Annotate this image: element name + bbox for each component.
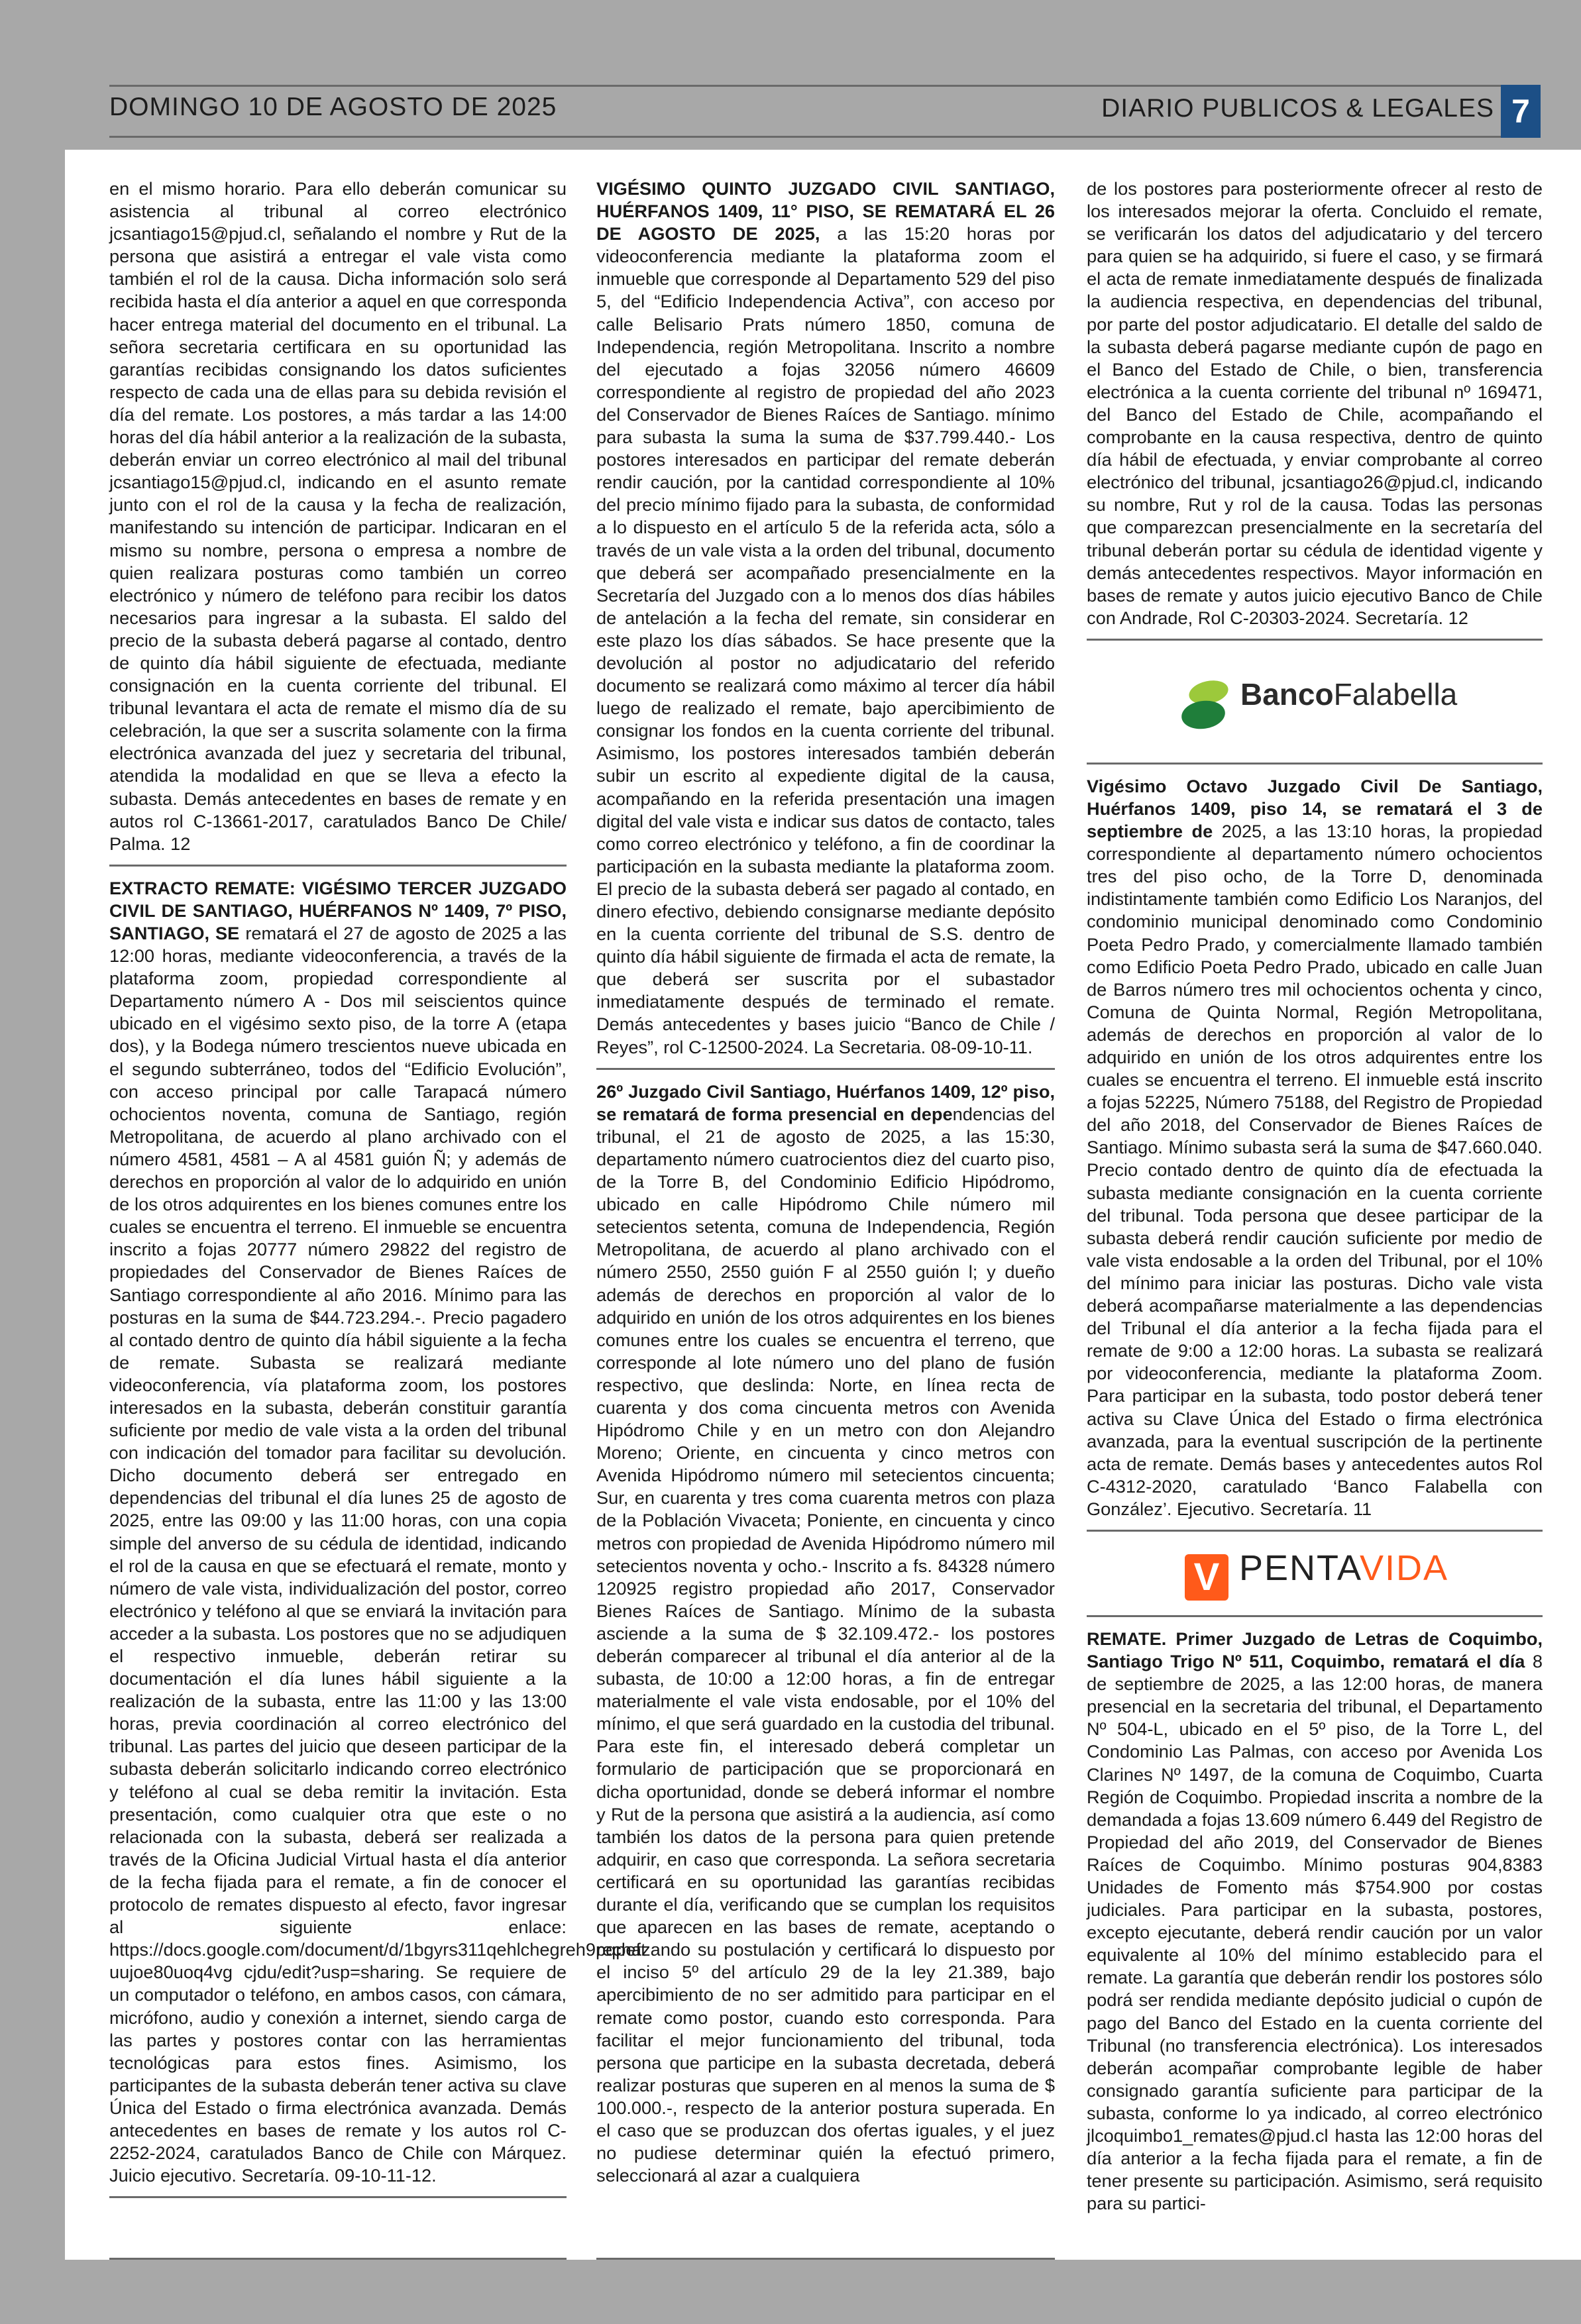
notice-divider (109, 2196, 567, 2198)
notice-heading: EXTRACTO REMATE: VIGÉSIMO TERCER JUZGADO CIVIL DE SANTIAGO, HUÉRFANOS Nº 1409, 7º PISO, SANTIAGO, SE (109, 877, 567, 943)
notice-body: rematará el 27 de agosto de 2025 a las 12:00 horas, mediante videoconferencia, a través de la plataforma zoom, propiedad correspondiente al Departamento número A - Dos mil seiscientos quince ubicado en el vigésimo sexto piso, de la torre A (etapa dos), y la Bodega número trescientos nueve ubicada en el segundo subterráneo, todos del “Edificio Evolución”, con acceso principal por calle Tarapacá número ochocientos noventa, comuna de Santiago, región Metropolitana, de acuerdo al plano archivado con el número 4581, 4581 – A al 4581 guión Ñ; y además de derechos en proporción al valor de lo adquirido en unión de los otros adquirentes en los bienes comunes entre los cuales se encuentra el terreno. El inmueble se encuentra inscrito a fojas 20777 número 29822 del registro de propiedades del Conservador de Bienes Raíces de Santiago correspondiente al año 2016. Mínimo para las posturas en la suma de $44.723.294.-. Precio pagadero al contado dentro de quinto día hábil siguiente a la fecha de remate. Subasta se realizará mediante videoconferencia, vía plataforma zoom, los postores interesados en la subasta, deberán constituir garantía suficiente por medio de vale vista a la orden del tribunal con indicación del tomador para facilitar su devolución. Dicho documento deberá ser entregado en dependencias del tribunal el día lunes 25 de agosto de 2025, entre las 09:00 y las 11:00 horas, con una copia simple del anverso de su cédula de identidad, indicando el rol de la causa en que se efectuará el remate, monto y número de vale vista, individualización del postor, correo electrónico y teléfono al que se enviará la invitación para acceder a la subasta. Los postores que no se adjudiquen el respectivo inmueble, deberán retirar su documentación el día lunes hábil siguiente a la realización de la subasta, entre las 11:00 y las 13:00 horas, previa coordinación al correo electrónico del tribunal. Las partes del juicio que deseen participar de la subasta deberán solicitarlo indicando correo electrónico y teléfono al cual se deba remitir la invitación. Esta presentación, como cualquier otra que este o no relacionada con la subasta, deberá ser realizada a través de la Oficina Judicial Virtual hasta el día anterior de la fecha fijada para el remate, a fin de conocer el protocolo de remates dispuesto al efecto, favor ingresar al siguiente enlace: https://docs.google.com/document/d/1bgyrs311qehlchegreh9pqpeft uujoe80uoq4vg cjdu/edit?usp=sharing. Se requiere de un computador o teléfono, en ambos casos, con cámara, micrófono, audio y conexión a internet, siendo carga de las partes y postores contar con las herramientas tecnológicas para estos fines. Asimismo, los participantes de la subasta deberán tener activa su clave Única del Estado o firma electrónica avanzada. Demás antecedentes en bases de remate y los autos rol C-2252-2024, caratulados Banco de Chile con Márquez. Juicio ejecutivo. Secretaría. 09-10-11-12. (109, 923, 646, 2186)
notice-divider (1087, 763, 1543, 765)
notice-heading: 26º Juzgado Civil Santiago, Huérfanos 1409, 12º piso, se rematará de forma presencial en depe (596, 1081, 1055, 1124)
page-number-badge: 7 (1501, 85, 1541, 138)
notice-26-juzgado (596, 1081, 1055, 2188)
notice-primer-juzgado-coquimbo (1087, 1628, 1543, 2215)
notice-heading: Vigésimo Octavo Juzgado Civil De Santiago, Huérfanos 1409, piso 14, se rematará el 3 de septiembre de (1087, 775, 1543, 842)
notice-body: ndencias del tribunal, el 21 de agosto de 2025, a las 15:30, departamento número cuatrocientos diez del cuarto piso, de la Torre B, del Condominio Edificio Hipódromo, ubicado en calle Hipódromo Chile número mil setecientos setenta, comuna de Independencia, Región Metropolitana, de acuerdo al plano archivado con el número 2550, 2550 guión F al 2550 guión l; y dueño además de derechos en proporción al valor de lo adquirido en unión de los otros adquirentes en los bienes comunes entre los cuales se encuentra el terreno, que corresponde al lote número uno del plano de fusión respectivo, que deslinda: Norte, en línea recta de cuarenta y dos coma cincuenta metros con Avenida Hipódromo Chile y en un metro con don Alejandro Moreno; Oriente, en cincuenta y cinco metros con Avenida Hipódromo númerο mil setecientos cincuenta; Sur, en cuarenta y tres coma cuarenta metros con plaza de la Población Vivaceta; Poniente, en cincuenta y cinco metros con propiedad de Avenida Hipódromo número mil setecientos noventa y ocho.- Inscrito a fs. 84328 número 120925 registro propiedad año 2017, Conservador Bienes Raíces de Santiago. Mínimo de la subasta asciende a la suma de $ 32.109.472.- los postores deberán comparecer al tribunal el día anterior al de la subasta, de 10:00 a 12:00 horas, a fin de entregar materialmente el vale vista endosable, por el 10% del mínimo, el que será guardado en la custodia del tribunal. Para este fin, el interesado deberá completar un formulario de participación que se proporcionará en dicha oportunidad, donde se deberá informar el nombre y Rut de la persona que asistirá a la audiencia, así como también los datos de la persona para quien pretende adquirir, en caso que corresponda. La señora secretaria certificará en su oportunidad las garantías recibidas durante el día, verificando que se cumplan los requisitos que aparecen en las bases de remate, aceptando o rechazando su postulación y certificará lo dispuesto por el inciso 5º del artículo 29 de la ley 21.389, bajo apercibimiento de no ser admitido para participar en el remate como postor, cuando esto corresponda. Para facilitar el mejor funcionamiento del tribunal, toda persona que participe en la subasta decretada, deberá realizar posturas que superen en al menos la suma de $ 100.000.-, respecto de la anterior postura superada. En el caso que se produzcan dos ofertas iguales, y el juez no pudiese determinar quién la efectuó primero, seleccionará al azar a cualquiera (596, 1103, 1055, 2186)
notice-body: a las 15:20 horas por videoconferencia mediante la plataforma zoom el inmueble que corresponde al Departamento 529 del piso 5, del “Edificio Independencia Activa”, con acceso por calle Belisario Prats número 1850, comuna de Independencia, región Metropolitana. Inscrito a nombre del ejecutado a fojas 32056 número 46609 correspondiente al registro de propiedad del año 2023 del Conservador de Bienes Raíces de Santiago. mínimo para subasta la suma la suma de $37.799.440.- Los postores interesados en participar del remate deberán rendir caución, por la cantidad correspondiente al 10% del precio mínimo fijado para la subasta, de conformidad a lo dispuesto en el artículo 5 de la referida acta, sólo a través de un vale vista a la orden del tribunal, documento que deberá ser acompañado presencialmente en la Secretaría del Juzgado con a lo menos dos días hábiles de antelación a la fecha del remate, sin considerar en este plazo los días sábados. Se hace presente que la devolución al postor no adjudicatario del referido documento se realizará como máximo al tercer día hábil luego de realizado el remate, bajo apercibimiento de consignar los fondos en la cuenta corriente del tribunal. Asimismo, los postores interesados también deberán subir un escrito al expediente digital de la causa, acompañando en la referida presentación una imagen digital del vale vista e indicar sus datos de contacto, tales como correo electrónico y teléfono, a fin de coordinar la participación en la subasta mediante la plataforma zoom. El precio de la subasta deberá ser pagado al contado, en dinero efectivo, debiendo consignarse mediante depósito en la cuenta corriente del tribunal de S.S. dentro de quinto día hábil siguiente de firmada el acta de remate, la que deberá ser suscrita por el subastador inmediatamente después de terminado el remate. Demás antecedentes y bases juicio “Banco de Chile / Reyes”, rol C-12500-2024. La Secretaria. 08-09-10-11. (596, 223, 1055, 1057)
penta-v-icon: V (1185, 1554, 1228, 1601)
notice-vigesimo-octavo-juzgado (1087, 775, 1543, 1520)
footer-rule-col2 (596, 2258, 1055, 2260)
logo-text-penta: PENTA (1239, 1548, 1360, 1588)
header-top-rule (109, 85, 1501, 87)
banco-falabella-logo (1087, 651, 1543, 763)
falabella-leaf-icon (1179, 675, 1232, 733)
notice-vigesimo-quinto-juzgado (596, 178, 1055, 1059)
header-bottom-rule (109, 136, 1501, 138)
header-newspaper-name: DIARIO PUBLICOS & LEGALES (1101, 94, 1494, 123)
notice-body: 2025, a las 13:10 horas, la propiedad correspondiente al departamento número ochocientos tres del piso ocho, de la Torre D, denominada indistintamente también como Edificio Los Naranjos, del condominio municipal denominado como Condominio Poeta Pedro Prado, y comercialmente llamado también como Edificio Poeta Pedro Prado, ubicado en calle Juan de Barros número tres mil ochocientos ochenta y cinco, Comuna de Quinta Normal, Región Metropolitana, además de derechos en proporción al valor de lo adquirido en unión de los otros adquirentes entre los cuales se encuentra el terreno. El inmueble está inscrito a fojas 52225, Número 75188, del Registro de Propiedad del año 2018, del Conservador de Bienes Raíces de Santiago. Mínimo subasta será la suma de $47.660.040. Precio contado dentro de quinto día de efectuada la subasta mediante consignación en la cuenta corriente del tribunal. Toda persona que desee participar de la subasta deberá rendir caución suficiente por medio de vale vista endosable a la orden del Tribunal, por el 10% del mínimo para iniciar las posturas. Dicho vale vista deberá acompañarse materialmente a las dependencias del Tribunal el día anterior a la fecha fijada para el remate de 9:00 a 12:00 horas. La subasta se realizará por videoconferencia, mediante la plataforma Zoom. Para participar en la subasta, todo postor deberá tener activa su Clave Única del Estado o firma electrónica avanzada, para la eventual suscripción de la pertinente acta de remate. Demás bases y antecedentes autos Rol C-4312-2020, caratulado ‘Banco Falabella con González’. Ejecutivo. Secretaría. 11 (1087, 821, 1543, 1519)
logo-text-banco: Banco (1240, 676, 1334, 712)
notice-heading: VIGÉSIMO QUINTO JUZGADO CIVIL SANTIAGO, HUÉRFANOS 1409, 11° PISO, SE REMATARÁ EL 26 DE AGOSTO DE 2025, (596, 178, 1055, 244)
column-2 (596, 178, 1055, 2187)
notice-divider (1087, 1530, 1543, 1532)
notice-heading: REMATE. Primer Juzgado de Letras de Coquimbo, Santiago Trigo Nº 511, Coquimbo, rematará el día (1087, 1628, 1543, 1672)
notice-vigesimo-tercer-juzgado (109, 877, 646, 2187)
notice-divider (1087, 1615, 1543, 1617)
notice-body: 8 de septiembre de 2025, a las 12:00 horas, de manera presencial en la secretaria del tribunal, el Departamento Nº 504-L, ubicado en el 5º piso, de la Torre L, del Condominio Las Palmas, con acceso por Avenida Los Clarines Nº 1497, de la comuna de Coquimbo, Cuarta Región de Coquimbo. Propiedad inscrita a nombre de la demandada a fojas 13.609 número 6.449 del Registro de Propiedad del año 2019, del Conservador de Bienes Raíces de Coquimbo. Mínimo posturas 904,8383 Unidades de Fomento más $754.900 por costas judiciales. Para participar en la subasta, postores, excepto ejecutante, deberá rendir caución por un valor equivalente al 10% del mínimo establecido para el remate. La garantía que deberán rendir los postores sólo podrá ser rendida mediante depósito judicial o cupón de pago del Banco del Estado en la cuenta corriente del Tribunal (no transferencia electrónica). Los interesados deberán acompañar comprobante legible de haber consignado garantía suficiente para participar de la subasta, conforme lo ya indicado, al correo electrónico jlcoquimbo1_remates@pjud.cl hasta las 12:00 horas del día anterior a la fecha fijada para el remate, a fin de tener presente su participación. Asimismo, será requisito para su partici- (1087, 1651, 1543, 2214)
logo-text-falabella: Falabella (1333, 676, 1458, 712)
page-header (109, 85, 1541, 138)
column-3 (1087, 178, 1543, 2215)
logo-text-vida: VIDA (1360, 1548, 1449, 1588)
header-date: DOMINGO 10 DE AGOSTO DE 2025 (109, 93, 557, 121)
footer-rule-col1 (109, 2258, 567, 2260)
penta-vida-logo (1087, 1542, 1543, 1615)
notice-divider (109, 865, 567, 867)
notice-continuation: de los postores para posteriormente ofrecer al resto de los interesados mejorar la oferta. Concluido el remate, se verificarán los datos del adjudicatario y del tercero para quien se ha adquirido, si fuere el caso, y se firmará el acta de remate inmediatamente después de finalizada la audiencia respectiva, en dependencias del tribunal, por parte del postor adjudicatario. El detalle del saldo de la subasta deberá pagarse mediante cupón de pago en el Banco del Estado de Chile, o bien, transferencia electrónica a la cuenta corriente del tribunal nº 169471, del Banco del Estado de Chile, acompañando el comprobante en la causa respectiva, dentro de quinto día hábil de efectuada, y enviar comprobante al correo electrónico del tribunal, jcsantiago26@pjud.cl, indicando su nombre, Rut y rol de la causa. Todas las personas que comparezcan presencialmente en la secretaría del tribunal deberán portar su cédula de identidad vigente y demás antecedentes respectivos. Mayor información en bases de remate y autos juicio ejecutivo Banco de Chile con Andrade, Rol C-20303-2024. Secretaría. 12 (1087, 178, 1543, 628)
notice-divider (596, 1068, 1055, 1070)
notice-continuation: en el mismo horario. Para ello deberán comunicar su asistencia al tribunal al correo electrónico jcsantiago15@pjud.cl, señalando el nombre y Rut de la persona que asistirá a entregar el vale vista como también el rol de la causa. Dicha información solo será recibida hasta el día anterior a aquel en que corresponda hacer entrega material del documento en el tribunal. La señora secretaria certificara en su oportunidad las garantías recibidas consignando los datos suficientes respecto de cada una de ellas para su debida revisión el día del remate. Los postores, a más tardar a las 14:00 horas del día hábil anterior a la realización de la subasta, deberán enviar un correo electrónico al mail del tribunal jcsantiago15@pjud.cl, indicando en el asunto remate junto con el rol de la causa y la fecha de realización, manifestando su intención de participar. Indicaran en el mismo su nombre, persona o empresa a nombre de quien realizara posturas como también un correo electrónico y número de teléfono para recibir los datos necesarios para ingresar a la subasta. El saldo del precio de la subasta deberá pagarse al contado, dentro de quinto día hábil siguiente de efectuada, mediante consignación en la cuenta corriente del tribunal. El tribunal levantara el acta de remate el mismo día de su celebración, la que ser a suscrita solamente con la firma electrónica avanzada del juez y secretaria del tribunal, atendida la modalidad en que se lleva a efecto la subasta. Demás antecedentes en bases de remate y en autos rol C-13661-2017, caratulados Banco De Chile/ Palma. 12 (109, 178, 567, 854)
notice-divider (1087, 639, 1543, 641)
column-1 (109, 178, 646, 2209)
